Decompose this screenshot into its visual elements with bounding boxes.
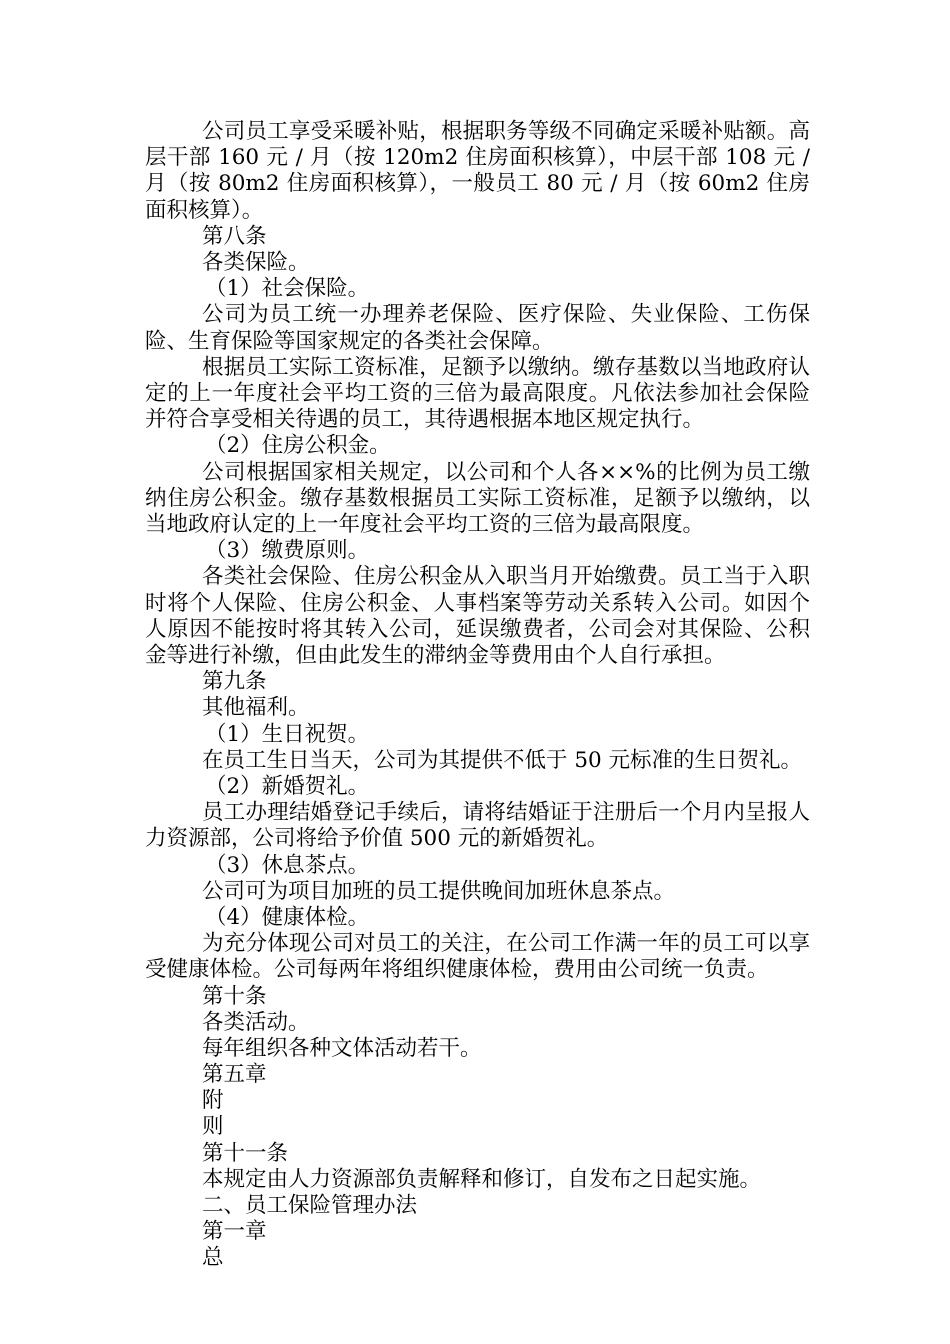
paragraph-social-insurance-types: 公司为员工统一办理养老保险、医疗保险、失业保险、工伤保险、生育保险等国家规定的各类社会保障。 xyxy=(145,302,810,354)
chapter-1-heading: 第一章 xyxy=(202,1219,267,1245)
paragraph-interpretation: 本规定由人力资源部负责解释和修订，自发布之日起实施。 xyxy=(202,1166,762,1192)
article-11-heading: 第十一条 xyxy=(202,1140,289,1166)
document-body xyxy=(145,119,810,1272)
paragraph-social-insurance-base: 根据员工实际工资标准，足额予以缴纳。缴存基数以当地政府认定的上一年度社会平均工资的三倍为最高限度。凡依法参加社会保险并符合享受相关待遇的员工，其待遇根据本地区规定执行。 xyxy=(145,354,810,433)
paragraph-housing-fund: 公司根据国家相关规定，以公司和个人各××%的比例为员工缴纳住房公积金。缴存基数根据员工实际工资标准，足额予以缴纳，以当地政府认定的上一年度社会平均工资的三倍为最高限度。 xyxy=(145,459,810,537)
article-8-title: 各类保险。 xyxy=(202,250,310,275)
item-refreshments: （3）休息茶点。 xyxy=(205,852,370,878)
paragraph-activities: 每年组织各种文体活动若干。 xyxy=(202,1035,482,1061)
item-birthday: （1）生日祝贺。 xyxy=(205,721,370,747)
item-social-insurance: （1）社会保险。 xyxy=(205,276,370,302)
paragraph-heating-subsidy: 公司员工享受采暖补贴，根据职务等级不同确定采暖补贴额。高层干部 160 元 / 月（按 120m2 住房面积核算），中层干部 108 元 / 月（按 80m2 住房面积核算），一般员工 80 元 / 月（按 60m2 住房面积核算）。 xyxy=(145,119,810,223)
chapter-5-title-part-1: 附 xyxy=(202,1088,224,1114)
paragraph-health-check: 为充分体现公司对员工的关注，在公司工作满一年的员工可以享受健康体检。公司每两年将组织健康体检，费用由公司统一负责。 xyxy=(145,931,810,983)
item-payment-principle: （3）缴费原则。 xyxy=(205,538,370,564)
article-9-heading: 第九条 xyxy=(202,669,267,695)
chapter-5-title-part-2: 则 xyxy=(202,1114,224,1140)
chapter-5-heading: 第五章 xyxy=(202,1062,267,1088)
paragraph-refreshments: 公司可为项目加班的员工提供晚间加班休息茶点。 xyxy=(202,878,676,904)
item-wedding-gift: （2）新婚贺礼。 xyxy=(205,773,370,799)
article-8-heading: 第八条 xyxy=(202,223,267,249)
paragraph-wedding-gift: 员工办理结婚登记手续后，请将结婚证于注册后一个月内呈报人力资源部，公司将给予价值 500 元的新婚贺礼。 xyxy=(145,800,810,852)
item-health-check: （4）健康体检。 xyxy=(205,904,370,930)
paragraph-birthday: 在员工生日当天，公司为其提供不低于 50 元标准的生日贺礼。 xyxy=(202,747,803,773)
article-10-heading: 第十条 xyxy=(202,983,267,1009)
article-10-title: 各类活动。 xyxy=(202,1009,310,1035)
item-housing-fund: （2）住房公积金。 xyxy=(205,433,391,459)
chapter-1-title-part-1: 总 xyxy=(202,1245,224,1271)
section-insurance-measures-title: 二、员工保险管理办法 xyxy=(202,1193,418,1218)
paragraph-payment-principle: 各类社会保险、住房公积金从入职当月开始缴费。员工当于入职时将个人保险、住房公积金、人事档案等劳动关系转入公司。如因个人原因不能按时将其转入公司，延误缴费者，公司会对其保险、公积金等进行补缴，但由此发生的滞纳金等费用由个人自行承担。 xyxy=(145,564,810,668)
article-9-title: 其他福利。 xyxy=(202,695,310,721)
